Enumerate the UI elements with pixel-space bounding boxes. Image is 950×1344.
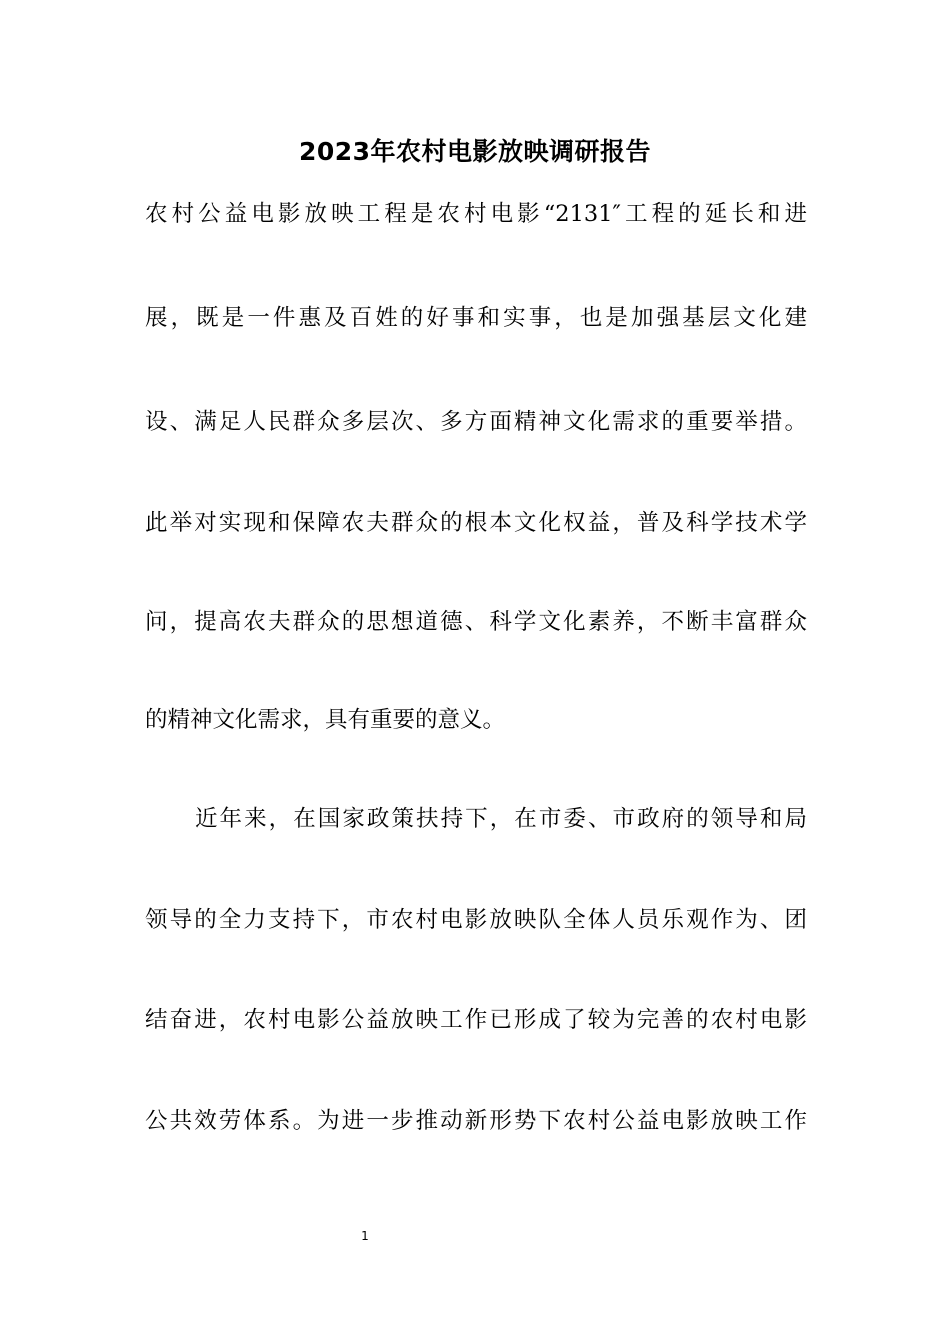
paragraph-line: 此举对实现和保障农夫群众的根本文化权益，普及科学技术学 [145, 510, 807, 536]
paragraph-line: 领导的全力支持下，市农村电影放映队全体人员乐观作为、团 [145, 907, 807, 933]
paragraph-line: 近年来，在国家政策扶持下，在市委、市政府的领导和局 [195, 806, 807, 832]
paragraph-line: 设、满足人民群众多层次、多方面精神文化需求的重要举措。 [145, 409, 807, 435]
paragraph-line: 公共效劳体系。为进一步推动新形势下农村公益电影放映工作 [145, 1108, 807, 1134]
paragraph-line: 问，提高农夫群众的思想道德、科学文化素养，不断丰富群众 [145, 609, 807, 635]
page-number: 1 [361, 1229, 369, 1243]
document-title: 2023年农村电影放映调研报告 [298, 137, 652, 166]
paragraph-line: 农村公益电影放映工程是农村电影“2131″工程的延长和进 [145, 201, 807, 227]
paragraph-line: 结奋进，农村电影公益放映工作已形成了较为完善的农村电影 [145, 1007, 807, 1033]
paragraph-line: 展，既是一件惠及百姓的好事和实事，也是加强基层文化建 [145, 305, 807, 331]
paragraph-line: 的精神文化需求，具有重要的意义。 [145, 707, 506, 733]
